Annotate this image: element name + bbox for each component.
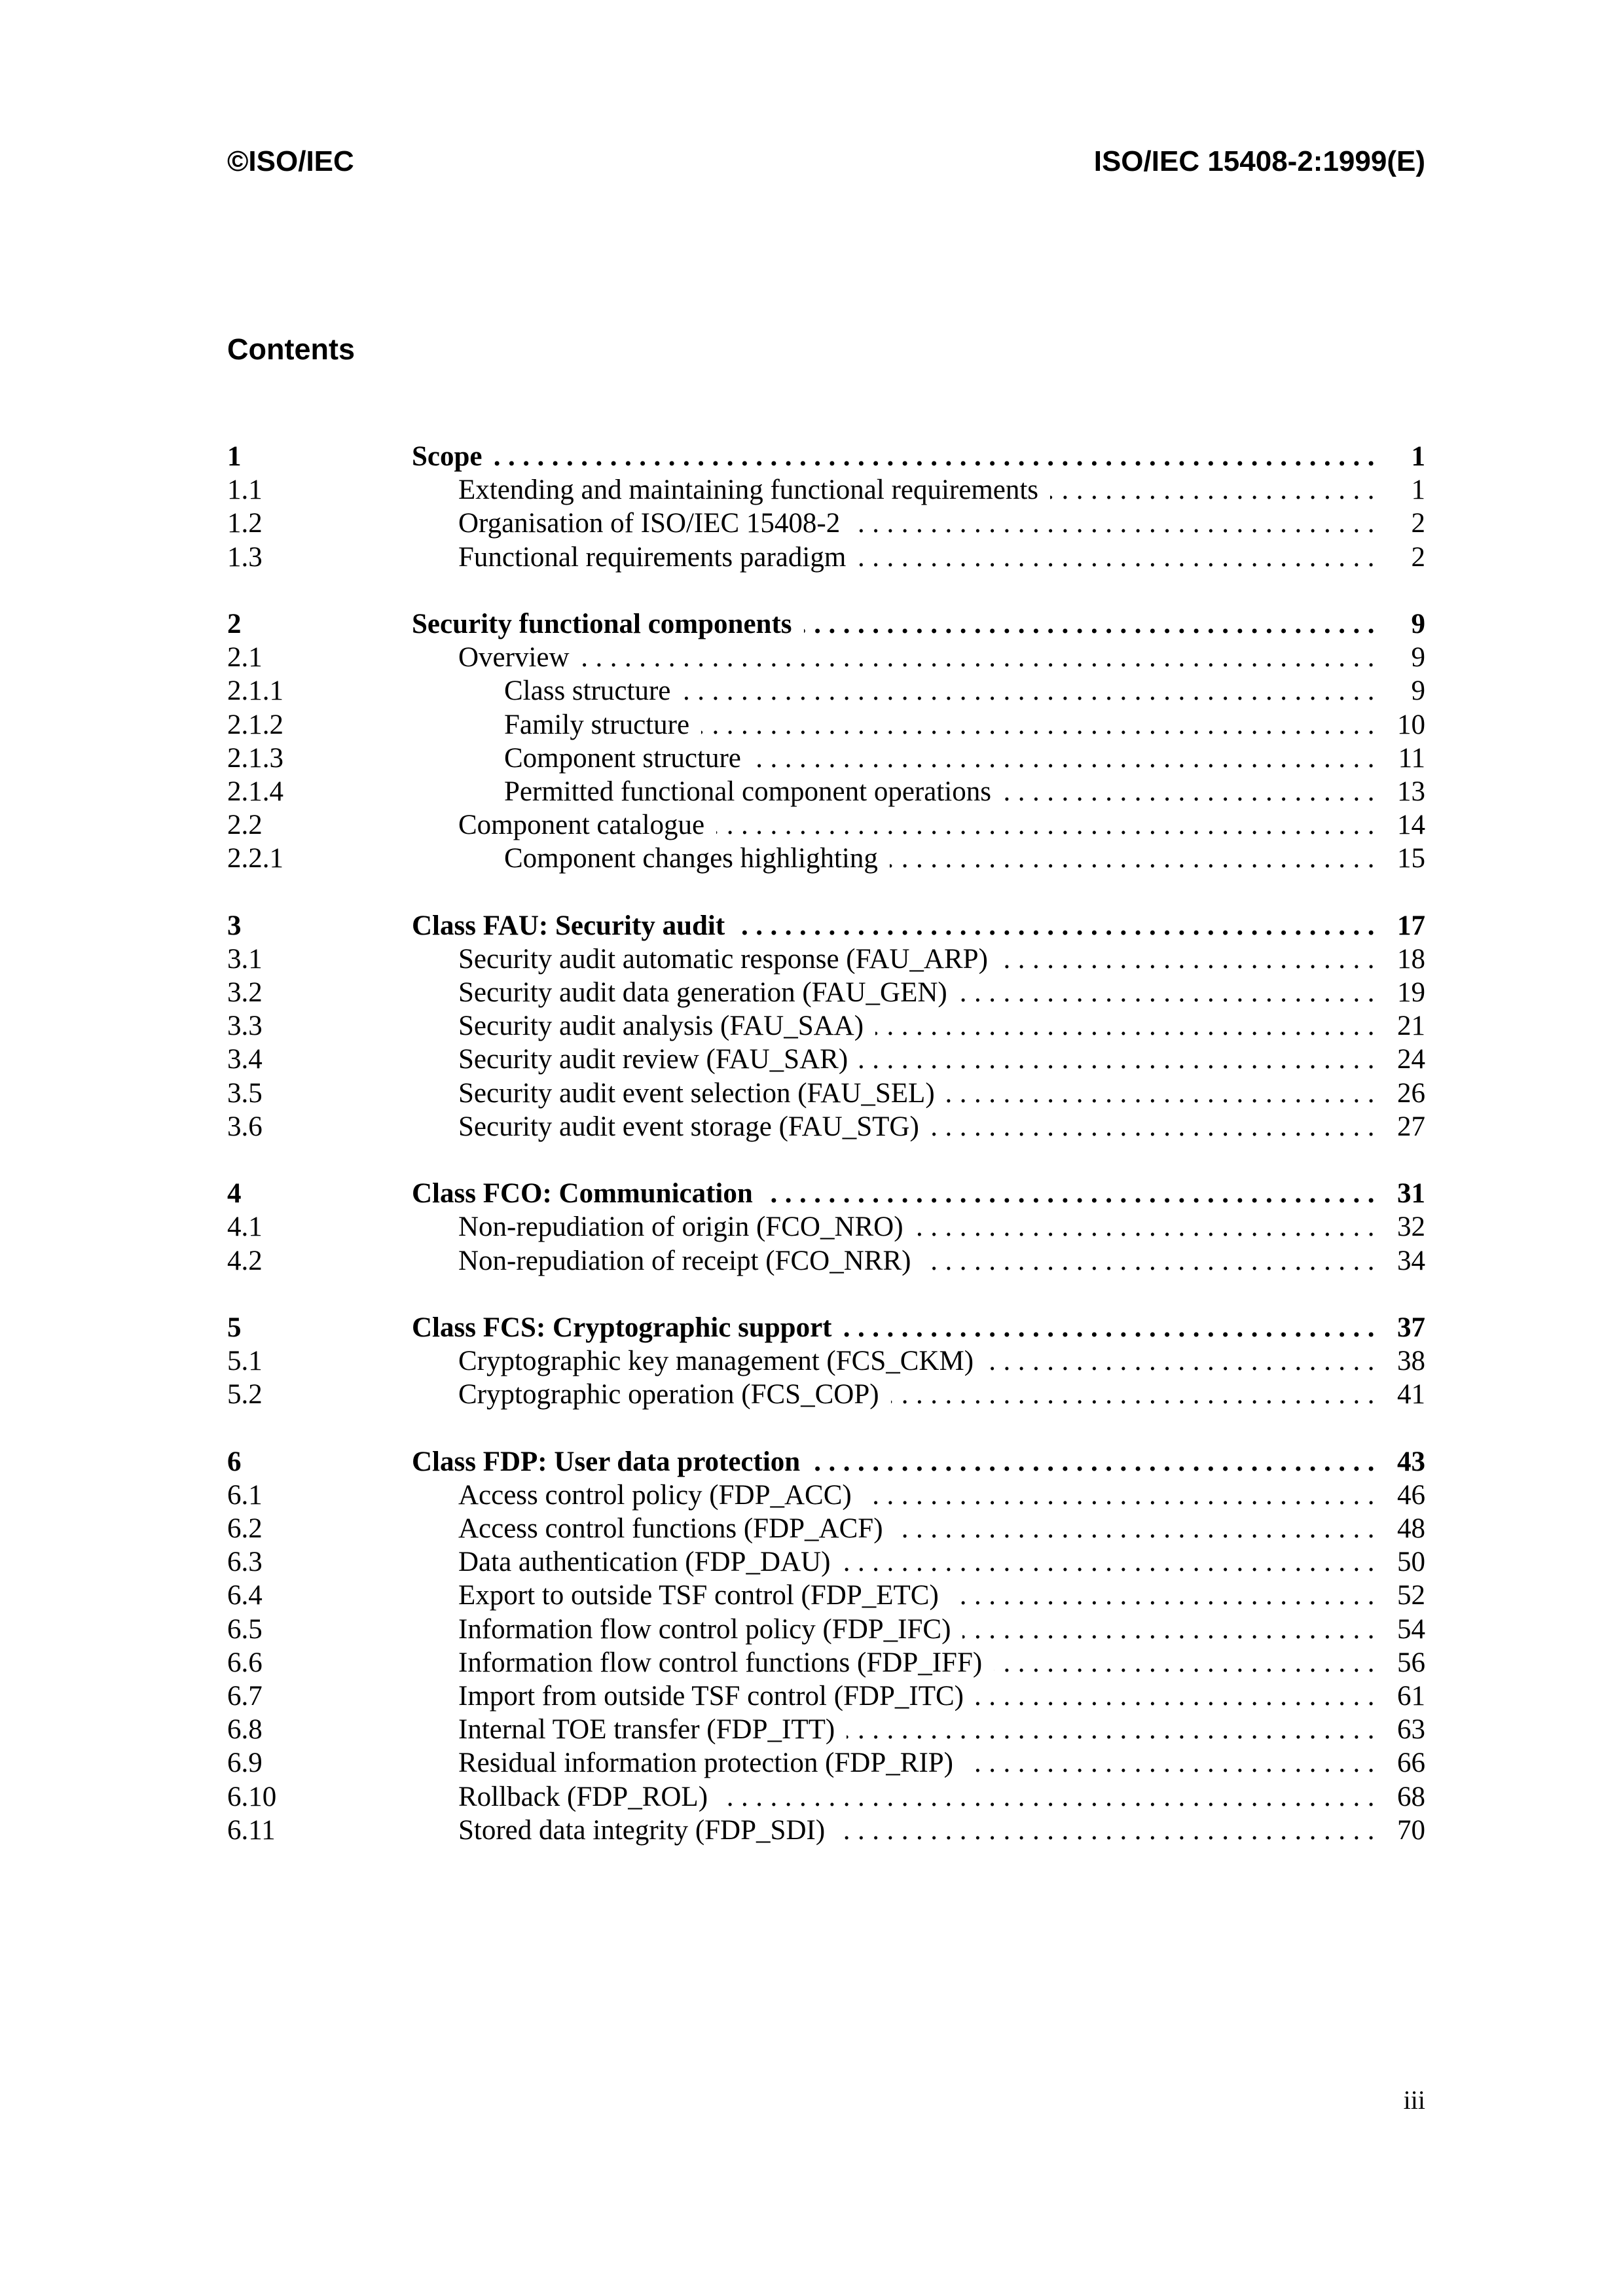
leader-dots xyxy=(701,708,1382,742)
leader-dots xyxy=(837,1814,1382,1847)
toc-entry-2[interactable] xyxy=(227,607,1425,641)
toc-page: 11 xyxy=(1398,742,1425,774)
toc-number: 6.4 xyxy=(227,1580,263,1611)
toc-title: Non-repudiation of receipt (FCO_NRR) xyxy=(458,1245,911,1276)
toc-entry-1-3[interactable] xyxy=(227,541,1425,574)
leader-dots xyxy=(864,1479,1382,1512)
toc-number: 6.3 xyxy=(227,1547,263,1578)
leader-dots xyxy=(891,1378,1382,1411)
toc-entry-2-1[interactable] xyxy=(227,641,1425,674)
table-of-contents xyxy=(227,440,1425,1847)
toc-page: 38 xyxy=(1397,1346,1425,1377)
toc-page: 56 xyxy=(1397,1647,1425,1678)
toc-title: Cryptographic operation (FCS_COP) xyxy=(458,1379,879,1410)
toc-entry-6-8[interactable] xyxy=(227,1713,1425,1746)
toc-title: Class FDP: User data protection xyxy=(412,1446,801,1477)
toc-entry-4-2[interactable] xyxy=(227,1244,1425,1278)
toc-entry-4-1[interactable] xyxy=(227,1210,1425,1244)
toc-title: Scope xyxy=(412,441,483,472)
toc-number: 6.10 xyxy=(227,1781,277,1812)
toc-number: 2.1.1 xyxy=(227,675,283,707)
toc-number: 2.2 xyxy=(227,810,263,841)
toc-entry-6-11[interactable] xyxy=(227,1814,1425,1847)
leader-dots xyxy=(812,1445,1382,1479)
toc-title: Class FCO: Communication xyxy=(412,1178,753,1210)
toc-number: 2.1.3 xyxy=(227,742,283,774)
toc-page: 50 xyxy=(1397,1547,1425,1578)
toc-title: Component changes highlighting xyxy=(504,843,878,874)
toc-title: Security audit automatic response (FAU_ARP) xyxy=(458,943,988,975)
toc-entry-1-2[interactable] xyxy=(227,507,1425,540)
toc-entry-6-4[interactable] xyxy=(227,1579,1425,1612)
toc-title: Overview xyxy=(458,642,570,673)
toc-entry-6-3[interactable] xyxy=(227,1545,1425,1579)
toc-title: Rollback (FDP_ROL) xyxy=(458,1781,708,1812)
toc-title: Internal TOE transfer (FDP_ITT) xyxy=(458,1714,835,1746)
toc-number: 6.11 xyxy=(227,1814,276,1846)
leader-dots xyxy=(852,507,1382,540)
leader-dots xyxy=(962,1613,1382,1646)
leader-dots xyxy=(804,607,1383,641)
toc-number: 3.4 xyxy=(227,1044,263,1075)
toc-title: Class FCS: Cryptographic support xyxy=(412,1312,832,1343)
leader-dots xyxy=(860,1043,1382,1076)
toc-number: 3 xyxy=(227,910,242,941)
toc-number: 3.6 xyxy=(227,1111,263,1142)
toc-page: 41 xyxy=(1397,1379,1425,1410)
leader-dots xyxy=(858,541,1382,574)
toc-entry-6-5[interactable] xyxy=(227,1613,1425,1646)
toc-page: 2 xyxy=(1411,508,1425,539)
toc-number: 5.2 xyxy=(227,1379,263,1410)
toc-page: 52 xyxy=(1397,1580,1425,1611)
toc-title: Stored data integrity (FDP_SDI) xyxy=(458,1814,826,1846)
header-standard-id: ISO/IEC 15408-2:1999(E) xyxy=(1093,145,1425,177)
toc-title: Export to outside TSF control (FDP_ETC) xyxy=(458,1580,939,1611)
toc-page: 27 xyxy=(1397,1111,1425,1142)
toc-title: Permitted functional component operations xyxy=(504,776,991,807)
toc-page: 32 xyxy=(1397,1211,1425,1243)
toc-page: 18 xyxy=(1397,943,1425,975)
toc-page: 43 xyxy=(1397,1446,1425,1477)
leader-dots xyxy=(951,1579,1382,1612)
toc-page: 19 xyxy=(1397,977,1425,1008)
toc-number: 1.1 xyxy=(227,475,263,506)
toc-entry-6-1[interactable] xyxy=(227,1479,1425,1512)
toc-title: Data authentication (FDP_DAU) xyxy=(458,1547,831,1578)
toc-entry-5[interactable] xyxy=(227,1311,1425,1344)
toc-page: 70 xyxy=(1397,1814,1425,1846)
toc-page: 46 xyxy=(1397,1479,1425,1511)
toc-entry-6[interactable] xyxy=(227,1445,1425,1479)
leader-dots xyxy=(976,1679,1382,1713)
leader-dots xyxy=(765,1177,1382,1210)
leader-dots xyxy=(895,1512,1382,1545)
toc-number: 6.7 xyxy=(227,1680,263,1712)
leader-dots xyxy=(985,1344,1382,1378)
leader-dots xyxy=(720,1780,1382,1814)
toc-title: Information flow control functions (FDP_IFF) xyxy=(458,1647,983,1678)
toc-number: 3.5 xyxy=(227,1077,263,1109)
leader-dots xyxy=(922,1244,1382,1278)
leader-dots xyxy=(915,1210,1382,1244)
toc-page: 26 xyxy=(1397,1077,1425,1109)
toc-title: Class structure xyxy=(504,675,671,707)
toc-number: 4 xyxy=(227,1178,242,1210)
toc-entry-2-1-2[interactable] xyxy=(227,708,1425,742)
toc-title: Access control policy (FDP_ACC) xyxy=(458,1479,852,1511)
toc-entry-3-5[interactable] xyxy=(227,1077,1425,1110)
toc-number: 3.2 xyxy=(227,977,263,1008)
toc-title: Residual information protection (FDP_RIP) xyxy=(458,1748,954,1779)
toc-number: 2.1.2 xyxy=(227,709,283,740)
toc-entry-2-1-4[interactable] xyxy=(227,775,1425,808)
toc-entry-1-1[interactable] xyxy=(227,473,1425,507)
toc-title: Access control functions (FDP_ACF) xyxy=(458,1513,883,1544)
toc-title: Security audit data generation (FAU_GEN) xyxy=(458,977,947,1008)
toc-number: 1.3 xyxy=(227,541,263,573)
toc-entry-5-1[interactable] xyxy=(227,1344,1425,1378)
toc-page: 24 xyxy=(1397,1044,1425,1075)
toc-page: 66 xyxy=(1397,1748,1425,1779)
toc-number: 6.5 xyxy=(227,1613,263,1645)
toc-title: Security audit analysis (FAU_SAA) xyxy=(458,1011,864,1042)
toc-page: 48 xyxy=(1397,1513,1425,1544)
leader-dots xyxy=(847,1713,1382,1746)
toc-page: 68 xyxy=(1397,1781,1425,1812)
toc-number: 6.1 xyxy=(227,1479,263,1511)
leader-dots xyxy=(581,641,1382,674)
toc-number: 5 xyxy=(227,1312,242,1343)
toc-number: 6.2 xyxy=(227,1513,263,1544)
leader-dots xyxy=(1000,942,1382,976)
toc-entry-3-3[interactable] xyxy=(227,1009,1425,1043)
toc-entry-6-7[interactable] xyxy=(227,1679,1425,1713)
toc-page: 1 xyxy=(1411,441,1425,472)
toc-entry-3[interactable] xyxy=(227,909,1425,942)
toc-number: 1 xyxy=(227,441,242,472)
toc-number: 2 xyxy=(227,608,242,639)
toc-page: 34 xyxy=(1397,1245,1425,1276)
contents-title: Contents xyxy=(227,332,355,366)
toc-number: 4.2 xyxy=(227,1245,263,1276)
toc-page: 21 xyxy=(1397,1011,1425,1042)
toc-page: 61 xyxy=(1397,1680,1425,1712)
toc-number: 2.2.1 xyxy=(227,843,283,874)
toc-page: 1 xyxy=(1411,475,1425,506)
toc-number: 3.1 xyxy=(227,943,263,975)
toc-title: Cryptographic key management (FCS_CKM) xyxy=(458,1346,974,1377)
leader-dots xyxy=(947,1077,1382,1110)
leader-dots xyxy=(494,440,1383,473)
toc-title: Security functional components xyxy=(412,608,792,639)
toc-number: 6.8 xyxy=(227,1714,263,1746)
toc-number: 3.3 xyxy=(227,1011,263,1042)
toc-number: 6 xyxy=(227,1446,242,1477)
toc-entry-4[interactable] xyxy=(227,1177,1425,1210)
toc-page: 63 xyxy=(1397,1714,1425,1746)
page-number: iii xyxy=(1403,2085,1425,2115)
leader-dots xyxy=(875,1009,1382,1043)
toc-page: 37 xyxy=(1397,1312,1425,1343)
toc-page: 15 xyxy=(1397,843,1425,874)
leader-dots xyxy=(737,909,1382,942)
toc-title: Component structure xyxy=(504,742,741,774)
leader-dots xyxy=(931,1110,1382,1143)
leader-dots xyxy=(716,808,1382,842)
toc-entry-6-6[interactable] xyxy=(227,1646,1425,1679)
leader-dots xyxy=(1050,473,1382,507)
toc-title: Organisation of ISO/IEC 15408-2 xyxy=(458,508,841,539)
header-copyright: ©ISO/IEC xyxy=(227,145,354,177)
toc-title: Functional requirements paradigm xyxy=(458,541,847,573)
toc-entry-3-2[interactable] xyxy=(227,976,1425,1009)
toc-entry-6-9[interactable] xyxy=(227,1746,1425,1780)
toc-page: 14 xyxy=(1397,810,1425,841)
toc-page: 31 xyxy=(1397,1178,1425,1210)
toc-entry-2-2-1[interactable] xyxy=(227,842,1425,875)
toc-entry-3-4[interactable] xyxy=(227,1043,1425,1076)
toc-number: 4.1 xyxy=(227,1211,263,1243)
toc-page: 9 xyxy=(1411,642,1425,673)
toc-number: 5.1 xyxy=(227,1346,263,1377)
leader-dots xyxy=(890,842,1382,875)
toc-page: 17 xyxy=(1397,910,1425,941)
leader-dots xyxy=(843,1311,1382,1344)
toc-title: Component catalogue xyxy=(458,810,705,841)
leader-dots xyxy=(682,674,1382,708)
toc-title: Security audit review (FAU_SAR) xyxy=(458,1044,848,1075)
toc-entry-2-2[interactable] xyxy=(227,808,1425,842)
toc-entry-2-1-3[interactable] xyxy=(227,742,1425,775)
toc-entry-1[interactable] xyxy=(227,440,1425,473)
leader-dots xyxy=(1003,775,1382,808)
toc-page: 54 xyxy=(1397,1613,1425,1645)
toc-entry-2-1-1[interactable] xyxy=(227,674,1425,708)
toc-page: 2 xyxy=(1411,541,1425,573)
toc-title: Security audit event selection (FAU_SEL) xyxy=(458,1077,935,1109)
toc-number: 2.1 xyxy=(227,642,263,673)
toc-title: Non-repudiation of origin (FCO_NRO) xyxy=(458,1211,903,1243)
toc-number: 6.6 xyxy=(227,1647,263,1678)
toc-title: Information flow control policy (FDP_IFC) xyxy=(458,1613,951,1645)
leader-dots xyxy=(753,742,1382,775)
toc-number: 6.9 xyxy=(227,1748,263,1779)
toc-title: Import from outside TSF control (FDP_ITC) xyxy=(458,1680,964,1712)
toc-number: 1.2 xyxy=(227,508,263,539)
toc-entry-6-2[interactable] xyxy=(227,1512,1425,1545)
toc-title: Extending and maintaining functional requirements xyxy=(458,475,1039,506)
toc-page: 9 xyxy=(1411,675,1425,707)
toc-entry-5-2[interactable] xyxy=(227,1378,1425,1411)
leader-dots xyxy=(959,976,1382,1009)
toc-page: 13 xyxy=(1397,776,1425,807)
toc-title: Family structure xyxy=(504,709,690,740)
toc-title: Security audit event storage (FAU_STG) xyxy=(458,1111,919,1142)
leader-dots xyxy=(994,1646,1382,1679)
toc-entry-3-6[interactable] xyxy=(227,1110,1425,1143)
toc-title: Class FAU: Security audit xyxy=(412,910,725,941)
leader-dots xyxy=(965,1746,1382,1780)
toc-entry-3-1[interactable] xyxy=(227,942,1425,976)
toc-entry-6-10[interactable] xyxy=(227,1780,1425,1814)
toc-page: 10 xyxy=(1397,709,1425,740)
toc-number: 2.1.4 xyxy=(227,776,283,807)
toc-page: 9 xyxy=(1411,608,1425,639)
leader-dots xyxy=(842,1545,1382,1579)
